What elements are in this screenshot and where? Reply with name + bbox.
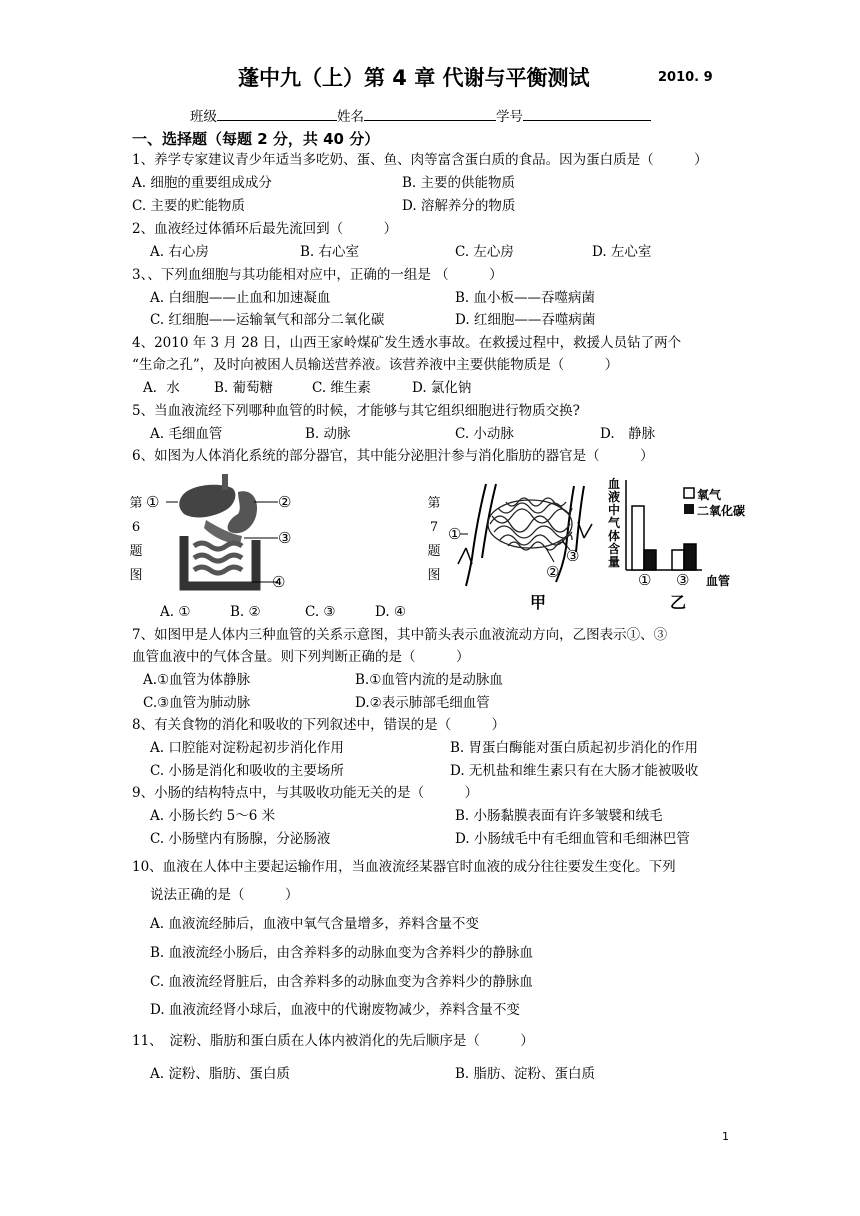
q1-stem: 1、养学专家建议青少年适当多吃奶、蛋、鱼、肉等富含蛋白质的食品。因为蛋白质是（ ） xyxy=(132,152,708,168)
q11-option-b[interactable]: B. 脂肪、淀粉、蛋白质 xyxy=(455,1066,596,1082)
q4-stem-line1: 4、2010 年 3 月 28 日，山西王家岭煤矿发生透水事故。在救援过程中，救援人员钻了两个 xyxy=(132,335,682,351)
q7-stem-line2: 血管血液中的气体含量。则下列判断正确的是（ ） xyxy=(132,649,470,665)
fig7-marker-2: ② xyxy=(546,563,560,581)
fig6-marker-2: ② xyxy=(278,493,292,511)
page-number: 1 xyxy=(722,1130,729,1143)
q9-option-d[interactable]: D. 小肠绒毛中有毛细血管和毛细淋巴管 xyxy=(455,831,690,847)
chart-xlabel: 血管 xyxy=(706,574,731,588)
q6-stem: 6、如图为人体消化系统的部分器官，其中能分泌胆汁参与消化脂肪的器官是（ ） xyxy=(132,448,654,464)
class-label: 班级 xyxy=(190,109,217,125)
q2-option-b[interactable]: B. 右心室 xyxy=(300,244,360,260)
q6-option-b[interactable]: B. ② xyxy=(230,604,261,620)
q3-option-a[interactable]: A. 白细胞——止血和加速凝血 xyxy=(150,290,331,306)
q6-option-d[interactable]: D. ④ xyxy=(375,604,407,620)
q4-option-a[interactable]: A．水 xyxy=(143,380,180,396)
q3-stem: 3、、下列血细胞与其功能相对应中，正确的一组是 （ ） xyxy=(132,267,503,283)
q1-option-d[interactable]: D. 溶解养分的物质 xyxy=(402,198,516,214)
q5-option-a[interactable]: A. 毛细血管 xyxy=(150,426,223,442)
q8-option-a[interactable]: A. 口腔能对淀粉起初步消化作用 xyxy=(150,740,344,756)
q5-option-b[interactable]: B. 动脉 xyxy=(305,426,351,442)
q10-option-c[interactable]: C. 血液流经肾脏后，由含养料多的动脉血变为含养料少的静脉血 xyxy=(150,974,533,990)
q2-stem: 2、血液经过体循环后最先流回到（ ） xyxy=(132,221,398,237)
q7-stem-line1: 7、如图甲是人体内三种血管的关系示意图，其中箭头表示血液流动方向，乙图表示①、③ xyxy=(132,627,668,643)
q8-stem: 8、有关食物的消化和吸收的下列叙述中，错误的是（ ） xyxy=(132,717,506,733)
q4-option-c[interactable]: C. 维生素 xyxy=(312,380,371,396)
student-info-line xyxy=(190,106,651,127)
name-label: 姓名 xyxy=(337,109,364,125)
q10-option-d[interactable]: D. 血液流经肾小球后，血液中的代谢废物减少，养料含量不变 xyxy=(150,1002,520,1018)
fig7-label: 第7题图 xyxy=(427,496,441,583)
section-heading: 一、选择题（每题 2 分，共 40 分） xyxy=(132,130,380,148)
q1-option-b[interactable]: B. 主要的供能物质 xyxy=(402,175,516,191)
q5-stem: 5、当血液流经下列哪种血管的时候，才能够与其它组织细胞进行物质交换? xyxy=(132,403,580,419)
q5-option-c[interactable]: C. 小动脉 xyxy=(455,426,514,442)
chart-tick-1: ① xyxy=(638,571,652,589)
q10-option-a[interactable]: A. 血液流经肺后，血液中氧气含量增多，养料含量不变 xyxy=(150,916,479,932)
fig7-marker-1: ① xyxy=(448,525,462,543)
q7-option-c[interactable]: C.③血管为肺动脉 xyxy=(143,695,251,711)
id-label: 学号 xyxy=(496,109,523,125)
fig7-vessels-diagram xyxy=(446,478,606,588)
fig7-jia-label: 甲 xyxy=(530,593,547,612)
bar-co2-1 xyxy=(644,550,656,570)
legend-swatch-oxygen xyxy=(684,488,694,498)
q10-stem-line1: 10、血液在人体中主要起运输作用，当血液流经某器官时血液的成分往往要发生变化。下列 xyxy=(132,859,676,875)
q9-stem: 9、小肠的结构特点中，与其吸收功能无关的是（ ） xyxy=(132,785,479,801)
q8-option-d[interactable]: D. 无机盐和维生素只有在大肠才能被吸收 xyxy=(450,763,699,779)
q11-option-a[interactable]: A. 淀粉、脂肪、蛋白质 xyxy=(150,1066,290,1082)
id-blank[interactable] xyxy=(523,106,651,121)
q2-option-a[interactable]: A. 右心房 xyxy=(150,244,209,260)
fig6-label: 第6题图 xyxy=(129,496,143,583)
fig6-marker-1: ① xyxy=(146,493,160,511)
q4-stem-line2: “生命之孔”，及时向被困人员输送营养液。该营养液中主要供能物质是（ ） xyxy=(132,357,619,373)
q9-option-c[interactable]: C. 小肠壁内有肠腺，分泌肠液 xyxy=(150,831,331,847)
q3-option-d[interactable]: D. 红细胞——吞噬病菌 xyxy=(455,312,596,328)
exam-date: 2010. 9 xyxy=(658,70,713,85)
name-blank[interactable] xyxy=(364,106,496,121)
page-title: 蓬中九（上）第 4 章 代谢与平衡测试 xyxy=(238,66,590,90)
q9-option-a[interactable]: A. 小肠长约 5～6 米 xyxy=(150,808,276,824)
chart-ylabel: 血液中气体含量 xyxy=(608,477,621,569)
legend-label-oxygen: 氧气 xyxy=(697,488,722,502)
q7-option-b[interactable]: B.①血管内流的是动脉血 xyxy=(355,672,503,688)
q2-option-d[interactable]: D. 左心室 xyxy=(592,244,652,260)
q3-option-b[interactable]: B. 血小板——吞噬病菌 xyxy=(455,290,596,306)
fig6-marker-3: ③ xyxy=(278,529,292,547)
q8-option-b[interactable]: B. 胃蛋白酶能对蛋白质起初步消化的作用 xyxy=(450,740,699,756)
fig7-yi-label: 乙 xyxy=(670,593,687,612)
q10-option-b[interactable]: B. 血液流经小肠后，由含养料多的动脉血变为含养料少的静脉血 xyxy=(150,945,534,961)
q7-option-d[interactable]: D.②表示肺部毛细血管 xyxy=(355,695,490,711)
fig7-marker-3: ③ xyxy=(566,547,580,565)
q9-option-b[interactable]: B. 小肠黏膜表面有许多皱襞和绒毛 xyxy=(455,808,663,824)
legend-label-co2: 二氧化碳 xyxy=(697,504,746,518)
q5-option-d[interactable]: D. 静脉 xyxy=(600,426,656,442)
chart-tick-3: ③ xyxy=(676,571,690,589)
q6-option-c[interactable]: C. ③ xyxy=(305,604,336,620)
q10-stem-line2: 说法正确的是（ ） xyxy=(150,887,299,903)
q11-stem: 11、 淀粉、脂肪和蛋白质在人体内被消化的先后顺序是（ ） xyxy=(132,1033,534,1049)
bar-oxygen-1 xyxy=(632,506,644,570)
legend-swatch-co2 xyxy=(684,504,694,514)
q8-option-c[interactable]: C. 小肠是消化和吸收的主要场所 xyxy=(150,763,344,779)
class-blank[interactable] xyxy=(217,106,337,121)
q3-option-c[interactable]: C. 红细胞——运输氧气和部分二氧化碳 xyxy=(150,312,385,328)
q7-option-a[interactable]: A.①血管为体静脉 xyxy=(143,672,251,688)
q4-option-d[interactable]: D. 氯化钠 xyxy=(412,380,472,396)
q1-option-c[interactable]: C. 主要的贮能物质 xyxy=(132,198,245,214)
q6-option-a[interactable]: A. ① xyxy=(160,604,191,620)
fig6-marker-4: ④ xyxy=(272,573,286,591)
q2-option-c[interactable]: C. 左心房 xyxy=(455,244,514,260)
bar-co2-2 xyxy=(684,544,696,570)
bar-oxygen-2 xyxy=(672,550,684,570)
q4-option-b[interactable]: B. 葡萄糖 xyxy=(214,380,274,396)
q1-option-a[interactable]: A. 细胞的重要组成成分 xyxy=(132,175,272,191)
